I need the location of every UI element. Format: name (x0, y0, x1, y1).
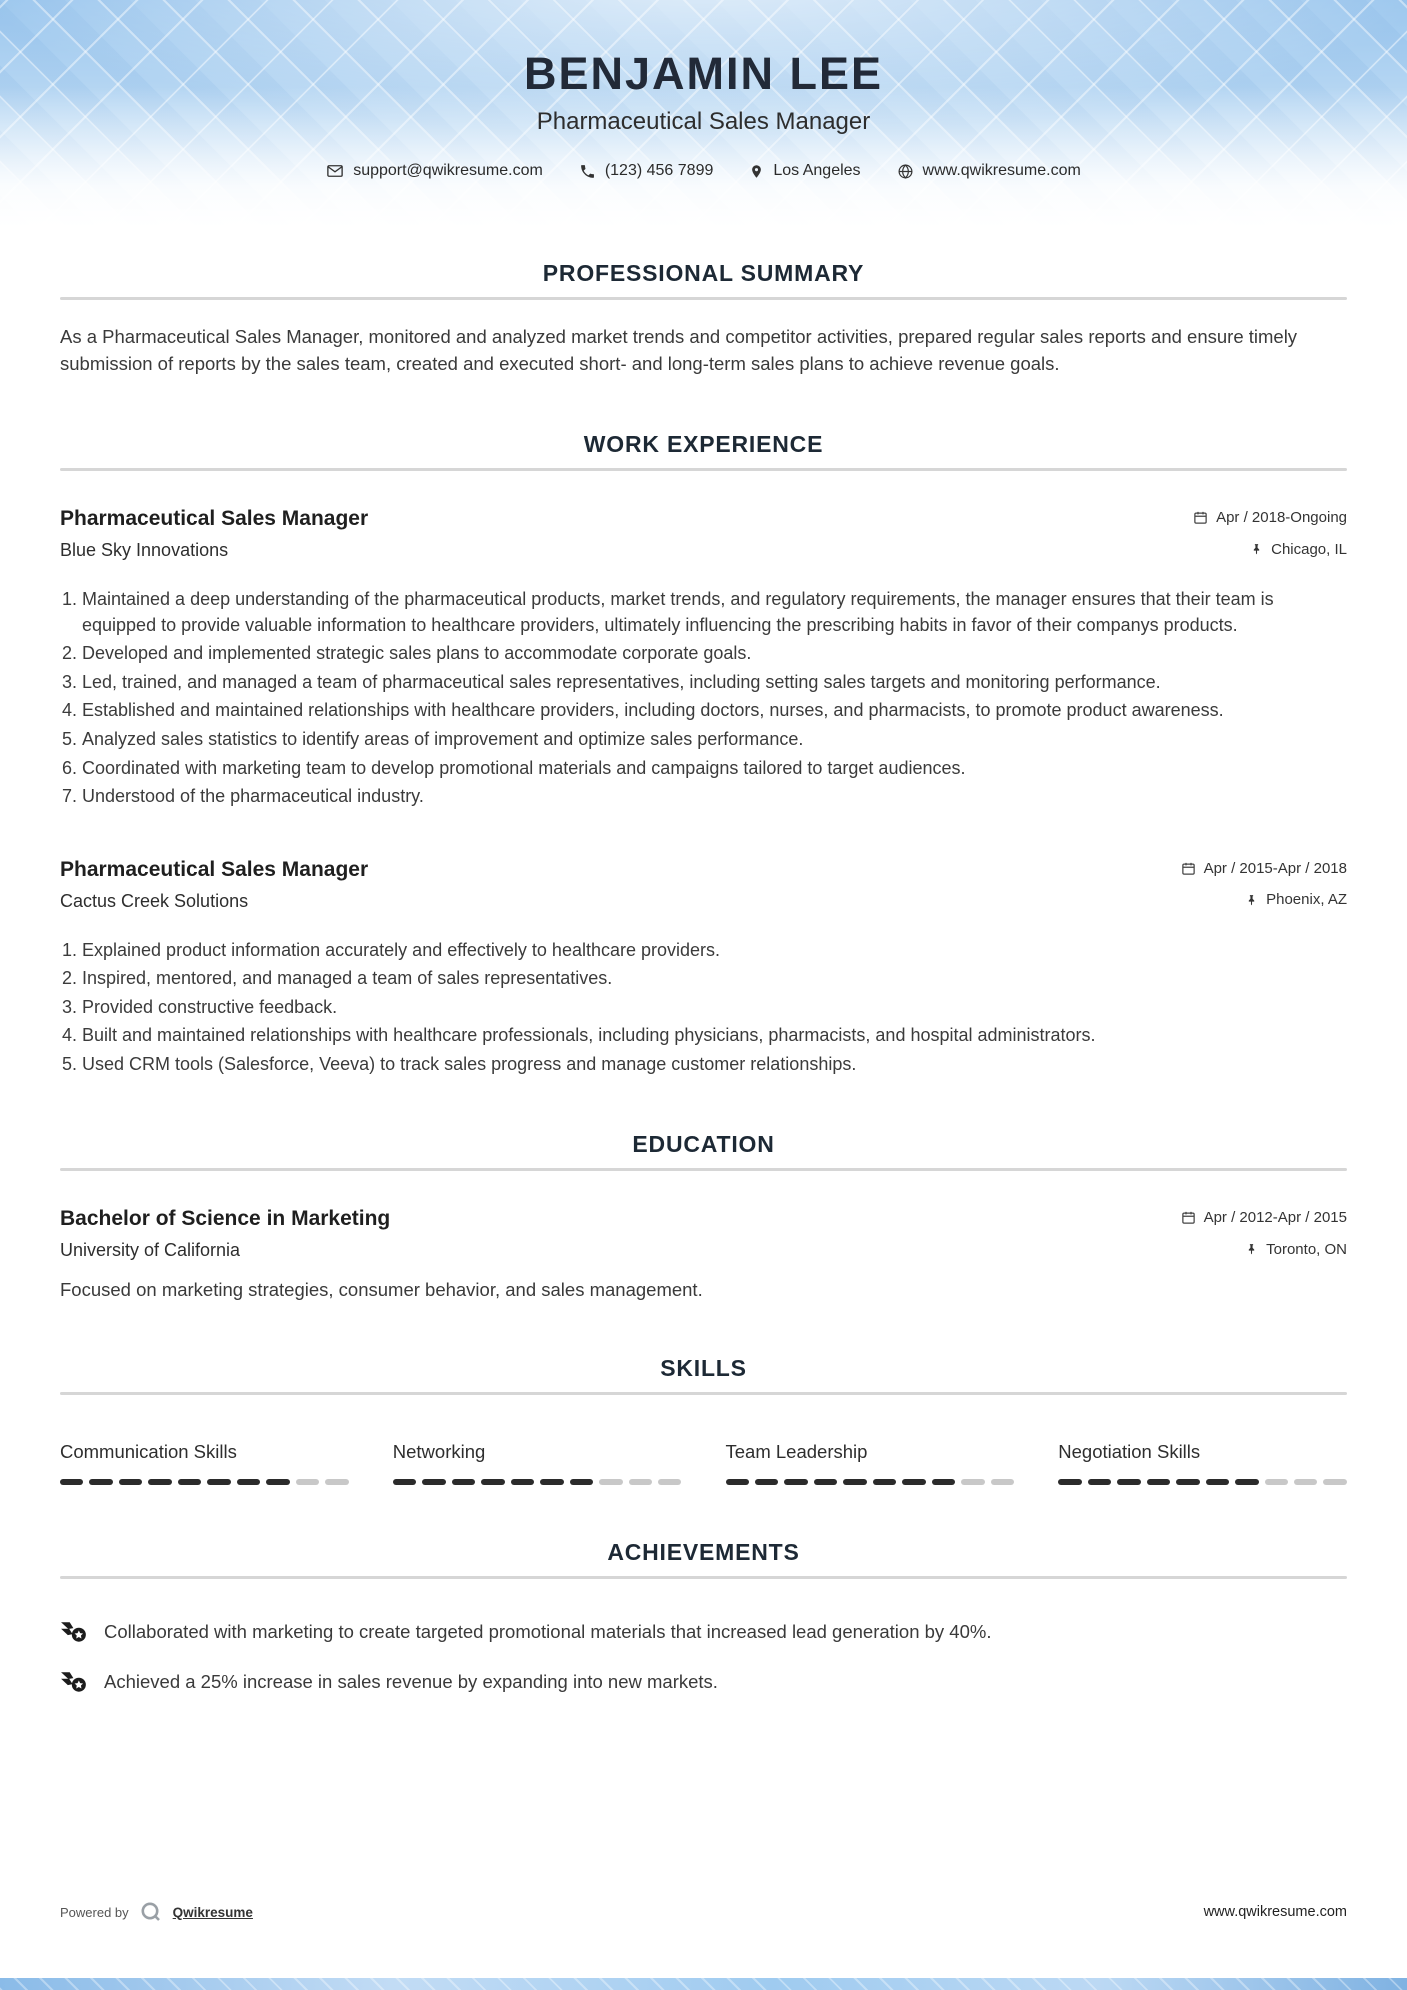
experience-bullet: 2. Inspired, mentored, and managed a team of sales representatives. (82, 966, 1347, 992)
resume-body (0, 260, 1407, 1695)
skill-dash (119, 1479, 142, 1485)
pushpin-icon (1245, 893, 1258, 907)
skill-dash (1117, 1479, 1140, 1485)
work-heading: WORK EXPERIENCE (583, 431, 824, 458)
skill-dash (599, 1479, 622, 1485)
skill-dash (1294, 1479, 1317, 1485)
header-banner (0, 0, 1407, 228)
skill-label: Team Leadership (725, 1441, 868, 1463)
skill-dash (452, 1479, 475, 1485)
contact-email (326, 162, 543, 180)
skill-dash (481, 1479, 504, 1485)
pushpin-icon (1250, 542, 1263, 556)
achievement-text: Achieved a 25% increase in sales revenue by expanding into new markets. (104, 1671, 718, 1693)
skills-grid (60, 1441, 1347, 1485)
job-location-text: Phoenix, AZ (1266, 891, 1347, 909)
section-divider (60, 468, 1347, 471)
skill-dash (207, 1479, 230, 1485)
experience-bullet: 4. Built and maintained relationships with healthcare professionals, including physicians, pharmacists, and hospital administrators. (82, 1023, 1347, 1049)
skill-dash (843, 1479, 866, 1485)
contact-website-text: www.qwikresume.com (922, 162, 1081, 179)
education-dates (1181, 1209, 1347, 1226)
skill-dash (178, 1479, 201, 1485)
achievements-list (60, 1619, 1347, 1695)
experience-bullet: 3. Provided constructive feedback. (82, 995, 1347, 1021)
skill-dash (1206, 1479, 1229, 1485)
skill-dash (393, 1479, 416, 1485)
skill-item (726, 1441, 1015, 1485)
experience-bullet: 4. Established and maintained relationships with healthcare providers, including doctors, nurses, and pharmacists, to promote product awareness. (82, 698, 1347, 724)
achievements-heading: ACHIEVEMENTS (607, 1539, 800, 1566)
calendar-icon (1181, 1210, 1196, 1225)
contact-phone (579, 162, 714, 180)
contact-website (897, 162, 1081, 180)
contact-location (749, 162, 860, 180)
experience-bullet: 1. Maintained a deep understanding of the pharmaceutical products, market trends, and regulatory requirements, the manager ensures that their team is equipped to provide valuable information to healthcare providers, ultimately influencing the prescribing habits in favor of their companys products. (82, 587, 1347, 638)
job-company: Cactus Creek Solutions (60, 890, 249, 911)
skill-item (393, 1441, 682, 1485)
skill-dash (148, 1479, 171, 1485)
experience-bullet: 2. Developed and implemented strategic sales plans to accommodate corporate goals. (82, 641, 1347, 667)
achievement-item (60, 1619, 1347, 1645)
education-degree: Bachelor of Science in Marketing (60, 1207, 391, 1231)
calendar-icon (1193, 510, 1208, 525)
job-title: Pharmaceutical Sales Manager (60, 857, 369, 881)
bottom-accent-strip (0, 1978, 1407, 1990)
contact-phone-text: (123) 456 7899 (604, 162, 714, 179)
skill-dash (1265, 1479, 1288, 1485)
skill-dash (991, 1479, 1014, 1485)
skill-item (1058, 1441, 1347, 1485)
skill-dash (902, 1479, 925, 1485)
skill-meter (393, 1479, 682, 1485)
section-divider (60, 1576, 1347, 1579)
skill-dash (570, 1479, 593, 1485)
experience-bullet: 5. Analyzed sales statistics to identify areas of improvement and optimize sales performance. (82, 727, 1347, 753)
education-entry (60, 1207, 1347, 1301)
phone-icon (579, 163, 596, 180)
skill-dash (60, 1479, 83, 1485)
job-location-text: Chicago, IL (1271, 540, 1347, 558)
skill-label: Communication Skills (60, 1441, 237, 1463)
skill-dash (422, 1479, 445, 1485)
email-icon (326, 162, 344, 180)
job-dates (1181, 860, 1347, 877)
qwikresume-logo (139, 1900, 163, 1924)
section-divider (60, 297, 1347, 300)
skill-dash (814, 1479, 837, 1485)
skill-meter (60, 1479, 349, 1485)
experience-bullet: 6. Coordinated with marketing team to develop promotional materials and campaigns tailored to target audiences. (82, 756, 1347, 782)
education-location (1245, 1241, 1347, 1258)
medal-icon (60, 1619, 88, 1645)
experience-bullet: 7. Understood of the pharmaceutical industry. (82, 784, 1347, 810)
location-pin-icon (749, 163, 764, 180)
job-location (1245, 891, 1347, 908)
skill-dash (325, 1479, 348, 1485)
experience-bullet: 5. Used CRM tools (Salesforce, Veeva) to track sales progress and manage customer relationships. (82, 1052, 1347, 1078)
globe-icon (897, 163, 914, 180)
skill-meter (1058, 1479, 1347, 1485)
skill-dash (932, 1479, 955, 1485)
skill-dash (873, 1479, 896, 1485)
section-divider (60, 1168, 1347, 1171)
skill-dash (1058, 1479, 1081, 1485)
education-location-text: Toronto, ON (1266, 1240, 1347, 1258)
summary-heading: PROFESSIONAL SUMMARY (542, 260, 865, 286)
job-dates-text: Apr / 2018-Ongoing (1216, 509, 1347, 527)
skill-meter (726, 1479, 1015, 1485)
job-entry (60, 507, 1347, 809)
skill-dash (961, 1479, 984, 1485)
skills-heading: SKILLS (660, 1355, 747, 1382)
contact-email-text: support@qwikresume.com (353, 162, 543, 179)
job-company: Blue Sky Innovations (60, 540, 229, 561)
job-dates-text: Apr / 2015-Apr / 2018 (1203, 859, 1347, 877)
qwikresume-link[interactable]: Qwikresume (172, 1904, 253, 1920)
contact-location-text: Los Angeles (773, 162, 861, 179)
job-location (1250, 541, 1347, 558)
page-footer (60, 1900, 1347, 1924)
medal-icon (60, 1669, 88, 1695)
skill-item (60, 1441, 349, 1485)
skill-dash (755, 1479, 778, 1485)
skill-dash (784, 1479, 807, 1485)
skill-dash (1176, 1479, 1199, 1485)
experience-bullet: 3. Led, trained, and managed a team of pharmaceutical sales representatives, including setting sales targets and monitoring performance. (82, 670, 1347, 696)
skill-dash (237, 1479, 260, 1485)
skill-dash (1088, 1479, 1111, 1485)
job-title: Pharmaceutical Sales Manager (60, 507, 369, 531)
skill-dash (658, 1479, 681, 1485)
job-dates (1193, 509, 1347, 526)
achievement-item (60, 1669, 1347, 1695)
education-heading: EDUCATION (632, 1131, 775, 1158)
footer-website: www.qwikresume.com (1203, 1904, 1347, 1920)
skill-dash (726, 1479, 749, 1485)
calendar-icon (1181, 861, 1196, 876)
contact-bar (0, 162, 1407, 180)
skill-dash (1147, 1479, 1170, 1485)
education-dates-text: Apr / 2012-Apr / 2015 (1203, 1209, 1347, 1227)
skill-dash (1235, 1479, 1258, 1485)
skill-dash (266, 1479, 289, 1485)
resume-name: BENJAMIN LEE (523, 48, 884, 99)
skill-dash (511, 1479, 534, 1485)
section-divider (60, 1392, 1347, 1395)
skill-dash (540, 1479, 563, 1485)
job-bullet-list (60, 938, 1347, 1078)
education-school: University of California (60, 1240, 241, 1261)
resume-job-title: Pharmaceutical Sales Manager (536, 108, 871, 135)
pushpin-icon (1245, 1242, 1258, 1256)
experience-bullet: 1. Explained product information accurately and effectively to healthcare providers. (82, 938, 1347, 964)
skill-label: Networking (392, 1441, 486, 1463)
powered-by-label: Powered by (60, 1904, 129, 1920)
job-bullet-list (60, 587, 1347, 809)
skill-label: Negotiation Skills (1058, 1441, 1201, 1463)
skill-dash (1323, 1479, 1346, 1485)
skill-dash (629, 1479, 652, 1485)
education-description: Focused on marketing strategies, consumer behavior, and sales management. (60, 1279, 703, 1301)
skill-dash (296, 1479, 319, 1485)
skill-dash (89, 1479, 112, 1485)
summary-text: As a Pharmaceutical Sales Manager, monitored and analyzed market trends and competitor activities, prepared regular sales reports and ensure timely submission of reports by the sales team, created and executed short- and long-term sales plans to achieve revenue goals. (60, 326, 1298, 374)
job-entry (60, 858, 1347, 1078)
achievement-text: Collaborated with marketing to create targeted promotional materials that increased lead generation by 40%. (104, 1621, 992, 1643)
